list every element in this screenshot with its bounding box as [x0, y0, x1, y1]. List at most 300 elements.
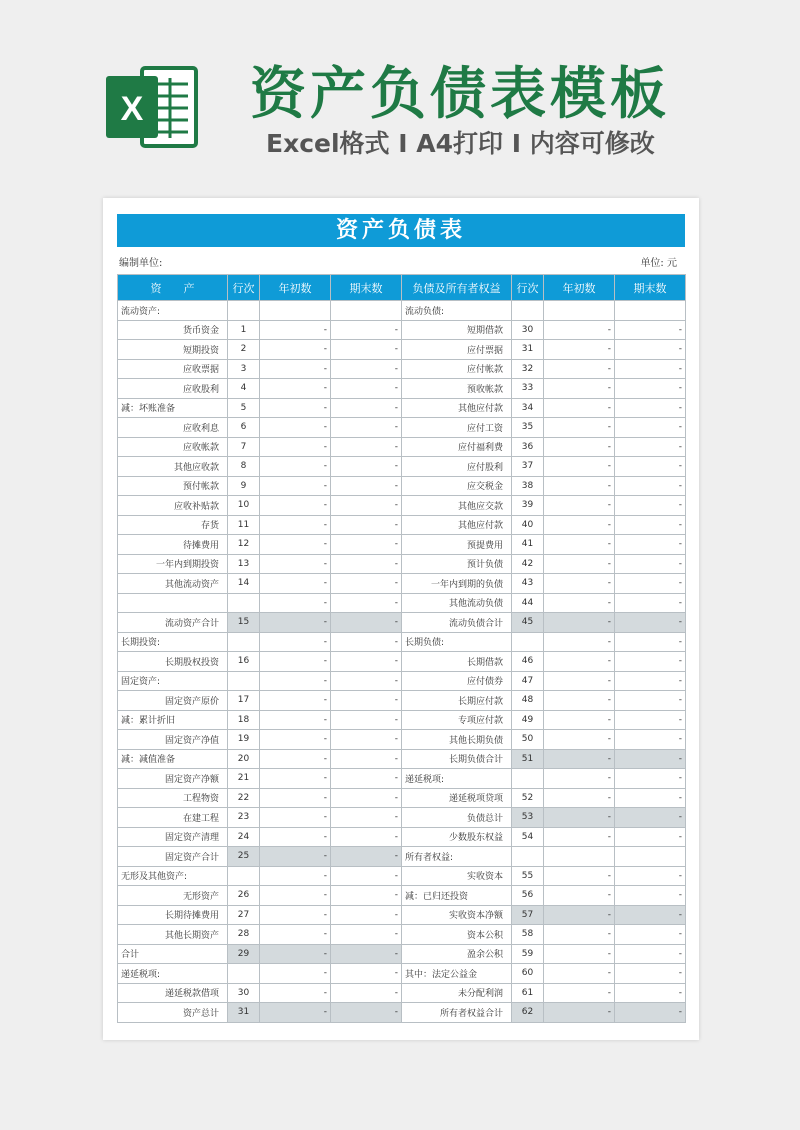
- liability-end-value: -: [615, 535, 686, 555]
- liability-line-no: 44: [512, 593, 544, 613]
- liability-line-no: 54: [512, 827, 544, 847]
- liability-label: 预计负债: [402, 554, 512, 574]
- liability-end-value: -: [615, 730, 686, 750]
- asset-end-value: -: [331, 710, 402, 730]
- asset-begin-value: -: [260, 340, 331, 360]
- table-row: [118, 554, 686, 574]
- asset-label: 流动资产合计: [118, 613, 228, 633]
- asset-line-no: 21: [228, 769, 260, 789]
- asset-line-no: 17: [228, 691, 260, 711]
- liability-label: 预提费用: [402, 535, 512, 555]
- asset-begin-value: -: [260, 827, 331, 847]
- asset-label: 减：累计折旧: [118, 710, 228, 730]
- liability-label: 其他应交款: [402, 496, 512, 516]
- column-header: 年初数: [260, 275, 331, 301]
- table-row: [118, 515, 686, 535]
- liability-end-value: [615, 847, 686, 867]
- liability-end-value: -: [615, 652, 686, 672]
- asset-end-value: -: [331, 418, 402, 438]
- liability-end-value: -: [615, 671, 686, 691]
- asset-begin-value: -: [260, 1003, 331, 1023]
- asset-label: 固定资产合计: [118, 847, 228, 867]
- asset-begin-value: -: [260, 496, 331, 516]
- asset-label: 待摊费用: [118, 535, 228, 555]
- liability-label: 短期借款: [402, 320, 512, 340]
- asset-line-no: 1: [228, 320, 260, 340]
- liability-begin-value: -: [544, 359, 615, 379]
- table-row: [118, 691, 686, 711]
- table-row: [118, 749, 686, 769]
- liability-label: 应付债券: [402, 671, 512, 691]
- liability-begin-value: -: [544, 827, 615, 847]
- table-row: [118, 652, 686, 672]
- liability-line-no: [512, 847, 544, 867]
- asset-begin-value: -: [260, 515, 331, 535]
- asset-line-no: 31: [228, 1003, 260, 1023]
- liability-label: 递延税项:: [402, 769, 512, 789]
- asset-line-no: 12: [228, 535, 260, 555]
- liability-line-no: 43: [512, 574, 544, 594]
- unit-label: 单位: 元: [640, 258, 677, 269]
- liability-end-value: -: [615, 925, 686, 945]
- asset-label: 长期股权投资: [118, 652, 228, 672]
- asset-end-value: -: [331, 905, 402, 925]
- asset-begin-value: -: [260, 457, 331, 477]
- liability-label: 应付帐款: [402, 359, 512, 379]
- table-body: [118, 301, 686, 1023]
- asset-begin-value: -: [260, 379, 331, 399]
- asset-label: 短期投资: [118, 340, 228, 360]
- liability-line-no: 56: [512, 886, 544, 906]
- liability-begin-value: -: [544, 691, 615, 711]
- liability-end-value: -: [615, 769, 686, 789]
- asset-end-value: -: [331, 613, 402, 633]
- table-row: [118, 632, 686, 652]
- asset-label: 减：减值准备: [118, 749, 228, 769]
- liability-end-value: -: [615, 457, 686, 477]
- liability-line-no: 42: [512, 554, 544, 574]
- liability-begin-value: -: [544, 437, 615, 457]
- table-row: [118, 340, 686, 360]
- liability-label: 流动负债:: [402, 301, 512, 321]
- liability-line-no: [512, 301, 544, 321]
- liability-line-no: 31: [512, 340, 544, 360]
- liability-line-no: 34: [512, 398, 544, 418]
- asset-begin-value: -: [260, 574, 331, 594]
- balance-sheet-table: [117, 274, 686, 1023]
- asset-label: 预付帐款: [118, 476, 228, 496]
- asset-end-value: -: [331, 496, 402, 516]
- asset-end-value: -: [331, 671, 402, 691]
- liability-line-no: 47: [512, 671, 544, 691]
- liability-label: 专项应付款: [402, 710, 512, 730]
- asset-end-value: -: [331, 983, 402, 1003]
- asset-label: [118, 593, 228, 613]
- asset-label: 长期投资:: [118, 632, 228, 652]
- liability-begin-value: -: [544, 613, 615, 633]
- liability-end-value: -: [615, 574, 686, 594]
- liability-end-value: -: [615, 418, 686, 438]
- asset-begin-value: -: [260, 769, 331, 789]
- column-header: 资 产: [118, 275, 228, 301]
- liability-line-no: 49: [512, 710, 544, 730]
- asset-line-no: [228, 593, 260, 613]
- liability-begin-value: -: [544, 496, 615, 516]
- liability-end-value: [615, 301, 686, 321]
- liability-end-value: -: [615, 866, 686, 886]
- table-row: [118, 886, 686, 906]
- asset-line-no: 18: [228, 710, 260, 730]
- table-row: [118, 418, 686, 438]
- asset-end-value: -: [331, 593, 402, 613]
- asset-end-value: -: [331, 476, 402, 496]
- asset-line-no: 22: [228, 788, 260, 808]
- asset-begin-value: -: [260, 320, 331, 340]
- liability-begin-value: -: [544, 1003, 615, 1023]
- liability-end-value: -: [615, 340, 686, 360]
- asset-begin-value: -: [260, 749, 331, 769]
- liability-label: 少数股东权益: [402, 827, 512, 847]
- asset-label: 其他流动资产: [118, 574, 228, 594]
- asset-label: 应收票据: [118, 359, 228, 379]
- table-row: [118, 593, 686, 613]
- liability-line-no: 57: [512, 905, 544, 925]
- liability-begin-value: -: [544, 886, 615, 906]
- liability-end-value: -: [615, 827, 686, 847]
- liability-end-value: -: [615, 983, 686, 1003]
- liability-label: 其中：法定公益金: [402, 964, 512, 984]
- asset-begin-value: -: [260, 866, 331, 886]
- asset-begin-value: -: [260, 944, 331, 964]
- asset-label: 存货: [118, 515, 228, 535]
- liability-end-value: -: [615, 359, 686, 379]
- asset-end-value: -: [331, 866, 402, 886]
- liability-line-no: 32: [512, 359, 544, 379]
- excel-logo-icon: [104, 62, 200, 152]
- asset-begin-value: -: [260, 788, 331, 808]
- asset-begin-value: -: [260, 398, 331, 418]
- column-header: 期末数: [331, 275, 402, 301]
- liability-begin-value: -: [544, 535, 615, 555]
- liability-label: 预收帐款: [402, 379, 512, 399]
- table-row: [118, 496, 686, 516]
- asset-begin-value: -: [260, 886, 331, 906]
- liability-label: 实收资本净额: [402, 905, 512, 925]
- table-row: [118, 866, 686, 886]
- asset-end-value: -: [331, 379, 402, 399]
- asset-begin-value: -: [260, 847, 331, 867]
- asset-line-no: [228, 671, 260, 691]
- asset-line-no: [228, 866, 260, 886]
- liability-begin-value: -: [544, 905, 615, 925]
- liability-label: 未分配利润: [402, 983, 512, 1003]
- liability-line-no: 36: [512, 437, 544, 457]
- asset-label: 应收补贴款: [118, 496, 228, 516]
- asset-line-no: 25: [228, 847, 260, 867]
- liability-begin-value: -: [544, 398, 615, 418]
- asset-end-value: -: [331, 886, 402, 906]
- asset-begin-value: -: [260, 808, 331, 828]
- liability-line-no: 53: [512, 808, 544, 828]
- asset-label: 一年内到期投资: [118, 554, 228, 574]
- asset-begin-value: -: [260, 359, 331, 379]
- liability-label: 流动负债合计: [402, 613, 512, 633]
- asset-line-no: 26: [228, 886, 260, 906]
- liability-label: 负债总计: [402, 808, 512, 828]
- asset-end-value: -: [331, 691, 402, 711]
- asset-line-no: 14: [228, 574, 260, 594]
- asset-begin-value: -: [260, 437, 331, 457]
- liability-begin-value: -: [544, 788, 615, 808]
- balance-sheet-page: [103, 198, 699, 1040]
- liability-line-no: 62: [512, 1003, 544, 1023]
- asset-line-no: 30: [228, 983, 260, 1003]
- asset-end-value: [331, 301, 402, 321]
- liability-end-value: -: [615, 710, 686, 730]
- liability-line-no: 40: [512, 515, 544, 535]
- liability-end-value: -: [615, 1003, 686, 1023]
- asset-end-value: -: [331, 925, 402, 945]
- table-row: [118, 847, 686, 867]
- logo-letter: X: [120, 90, 144, 128]
- liability-begin-value: -: [544, 983, 615, 1003]
- liability-begin-value: -: [544, 340, 615, 360]
- liability-end-value: -: [615, 613, 686, 633]
- table-row: [118, 320, 686, 340]
- asset-end-value: -: [331, 769, 402, 789]
- liability-label: 递延税项贷项: [402, 788, 512, 808]
- asset-begin-value: [260, 301, 331, 321]
- asset-line-no: 19: [228, 730, 260, 750]
- asset-line-no: 7: [228, 437, 260, 457]
- table-row: [118, 925, 686, 945]
- asset-line-no: 11: [228, 515, 260, 535]
- asset-begin-value: -: [260, 535, 331, 555]
- liability-label: 一年内到期的负债: [402, 574, 512, 594]
- liability-end-value: -: [615, 886, 686, 906]
- liability-begin-value: [544, 847, 615, 867]
- asset-label: 递延税款借项: [118, 983, 228, 1003]
- asset-label: 无形及其他资产:: [118, 866, 228, 886]
- liability-line-no: 37: [512, 457, 544, 477]
- liability-end-value: -: [615, 593, 686, 613]
- liability-begin-value: -: [544, 593, 615, 613]
- asset-label: 递延税项:: [118, 964, 228, 984]
- asset-label: 应收帐款: [118, 437, 228, 457]
- asset-label: 固定资产净值: [118, 730, 228, 750]
- asset-label: 固定资产原价: [118, 691, 228, 711]
- asset-line-no: 5: [228, 398, 260, 418]
- asset-end-value: -: [331, 808, 402, 828]
- page-subtitle: Excel格式 I A4打印 I 内容可修改: [266, 129, 655, 158]
- asset-label: 工程物资: [118, 788, 228, 808]
- asset-line-no: [228, 632, 260, 652]
- asset-end-value: -: [331, 515, 402, 535]
- liability-end-value: -: [615, 632, 686, 652]
- liability-line-no: 46: [512, 652, 544, 672]
- table-row: [118, 730, 686, 750]
- liability-label: 资本公积: [402, 925, 512, 945]
- liability-end-value: -: [615, 476, 686, 496]
- asset-end-value: -: [331, 320, 402, 340]
- column-header: 年初数: [544, 275, 615, 301]
- liability-end-value: -: [615, 691, 686, 711]
- liability-begin-value: -: [544, 710, 615, 730]
- liability-begin-value: [544, 301, 615, 321]
- table-row: [118, 788, 686, 808]
- sheet-meta: [117, 254, 685, 270]
- table-row: [118, 710, 686, 730]
- page-title: 资产负债表模板: [250, 62, 670, 127]
- asset-line-no: 8: [228, 457, 260, 477]
- liability-begin-value: -: [544, 808, 615, 828]
- liability-line-no: 60: [512, 964, 544, 984]
- asset-line-no: 6: [228, 418, 260, 438]
- liability-label: 应交税金: [402, 476, 512, 496]
- table-row: [118, 1003, 686, 1023]
- table-row: [118, 535, 686, 555]
- liability-label: 其他长期负债: [402, 730, 512, 750]
- liability-line-no: 33: [512, 379, 544, 399]
- liability-end-value: -: [615, 379, 686, 399]
- asset-label: 应收利息: [118, 418, 228, 438]
- asset-begin-value: -: [260, 710, 331, 730]
- liability-begin-value: -: [544, 320, 615, 340]
- liability-end-value: -: [615, 437, 686, 457]
- asset-line-no: 13: [228, 554, 260, 574]
- sheet-title: 资产负债表: [117, 214, 685, 247]
- liability-end-value: -: [615, 944, 686, 964]
- asset-begin-value: -: [260, 730, 331, 750]
- liability-begin-value: -: [544, 749, 615, 769]
- asset-begin-value: -: [260, 652, 331, 672]
- liability-begin-value: -: [544, 476, 615, 496]
- liability-begin-value: -: [544, 457, 615, 477]
- liability-label: 盈余公积: [402, 944, 512, 964]
- asset-line-no: 23: [228, 808, 260, 828]
- asset-label: 其他长期资产: [118, 925, 228, 945]
- liability-begin-value: -: [544, 652, 615, 672]
- table-header-row: [118, 275, 686, 301]
- asset-line-no: [228, 964, 260, 984]
- liability-begin-value: -: [544, 866, 615, 886]
- asset-line-no: 27: [228, 905, 260, 925]
- liability-label: 其他流动负债: [402, 593, 512, 613]
- asset-label: 长期待摊费用: [118, 905, 228, 925]
- column-header: 行次: [512, 275, 544, 301]
- asset-line-no: 20: [228, 749, 260, 769]
- liability-begin-value: -: [544, 632, 615, 652]
- asset-line-no: 29: [228, 944, 260, 964]
- asset-label: 应收股利: [118, 379, 228, 399]
- liability-label: 长期应付款: [402, 691, 512, 711]
- asset-line-no: 16: [228, 652, 260, 672]
- asset-end-value: -: [331, 359, 402, 379]
- asset-line-no: 15: [228, 613, 260, 633]
- asset-label: 在建工程: [118, 808, 228, 828]
- liability-line-no: 52: [512, 788, 544, 808]
- liability-begin-value: -: [544, 769, 615, 789]
- liability-end-value: -: [615, 788, 686, 808]
- asset-label: 流动资产:: [118, 301, 228, 321]
- liability-line-no: 38: [512, 476, 544, 496]
- asset-line-no: 10: [228, 496, 260, 516]
- liability-begin-value: -: [544, 730, 615, 750]
- table-row: [118, 476, 686, 496]
- asset-end-value: -: [331, 457, 402, 477]
- table-row: [118, 398, 686, 418]
- asset-end-value: -: [331, 749, 402, 769]
- asset-end-value: -: [331, 730, 402, 750]
- table-row: [118, 613, 686, 633]
- asset-begin-value: -: [260, 905, 331, 925]
- table-row: [118, 769, 686, 789]
- asset-begin-value: -: [260, 691, 331, 711]
- liability-line-no: 55: [512, 866, 544, 886]
- column-header: 期末数: [615, 275, 686, 301]
- table-row: [118, 905, 686, 925]
- asset-line-no: 24: [228, 827, 260, 847]
- liability-label: 应付工资: [402, 418, 512, 438]
- liability-begin-value: -: [544, 574, 615, 594]
- asset-label: 货币资金: [118, 320, 228, 340]
- column-header: 行次: [228, 275, 260, 301]
- table-row: [118, 964, 686, 984]
- liability-label: 长期负债:: [402, 632, 512, 652]
- asset-line-no: 9: [228, 476, 260, 496]
- liability-end-value: -: [615, 496, 686, 516]
- liability-end-value: -: [615, 320, 686, 340]
- asset-line-no: 2: [228, 340, 260, 360]
- liability-line-no: 35: [512, 418, 544, 438]
- liability-line-no: 50: [512, 730, 544, 750]
- asset-begin-value: -: [260, 593, 331, 613]
- liability-label: 长期负债合计: [402, 749, 512, 769]
- liability-begin-value: -: [544, 554, 615, 574]
- liability-line-no: 39: [512, 496, 544, 516]
- table-row: [118, 301, 686, 321]
- template-header: [0, 0, 800, 190]
- liability-label: 所有者权益合计: [402, 1003, 512, 1023]
- asset-line-no: 4: [228, 379, 260, 399]
- asset-end-value: -: [331, 574, 402, 594]
- asset-label: 固定资产:: [118, 671, 228, 691]
- liability-line-no: 41: [512, 535, 544, 555]
- asset-begin-value: -: [260, 613, 331, 633]
- asset-label: 资产总计: [118, 1003, 228, 1023]
- liability-begin-value: -: [544, 925, 615, 945]
- asset-begin-value: -: [260, 418, 331, 438]
- asset-end-value: -: [331, 437, 402, 457]
- asset-end-value: -: [331, 847, 402, 867]
- table-row: [118, 808, 686, 828]
- liability-line-no: 48: [512, 691, 544, 711]
- asset-label: 无形资产: [118, 886, 228, 906]
- table-row: [118, 437, 686, 457]
- asset-label: 其他应收款: [118, 457, 228, 477]
- asset-begin-value: -: [260, 983, 331, 1003]
- liability-begin-value: -: [544, 964, 615, 984]
- liability-end-value: -: [615, 964, 686, 984]
- asset-end-value: -: [331, 398, 402, 418]
- asset-begin-value: -: [260, 964, 331, 984]
- asset-begin-value: -: [260, 925, 331, 945]
- asset-begin-value: -: [260, 632, 331, 652]
- liability-line-no: 30: [512, 320, 544, 340]
- liability-label: 其他应付款: [402, 515, 512, 535]
- liability-line-no: 45: [512, 613, 544, 633]
- column-header: 负债及所有者权益: [402, 275, 512, 301]
